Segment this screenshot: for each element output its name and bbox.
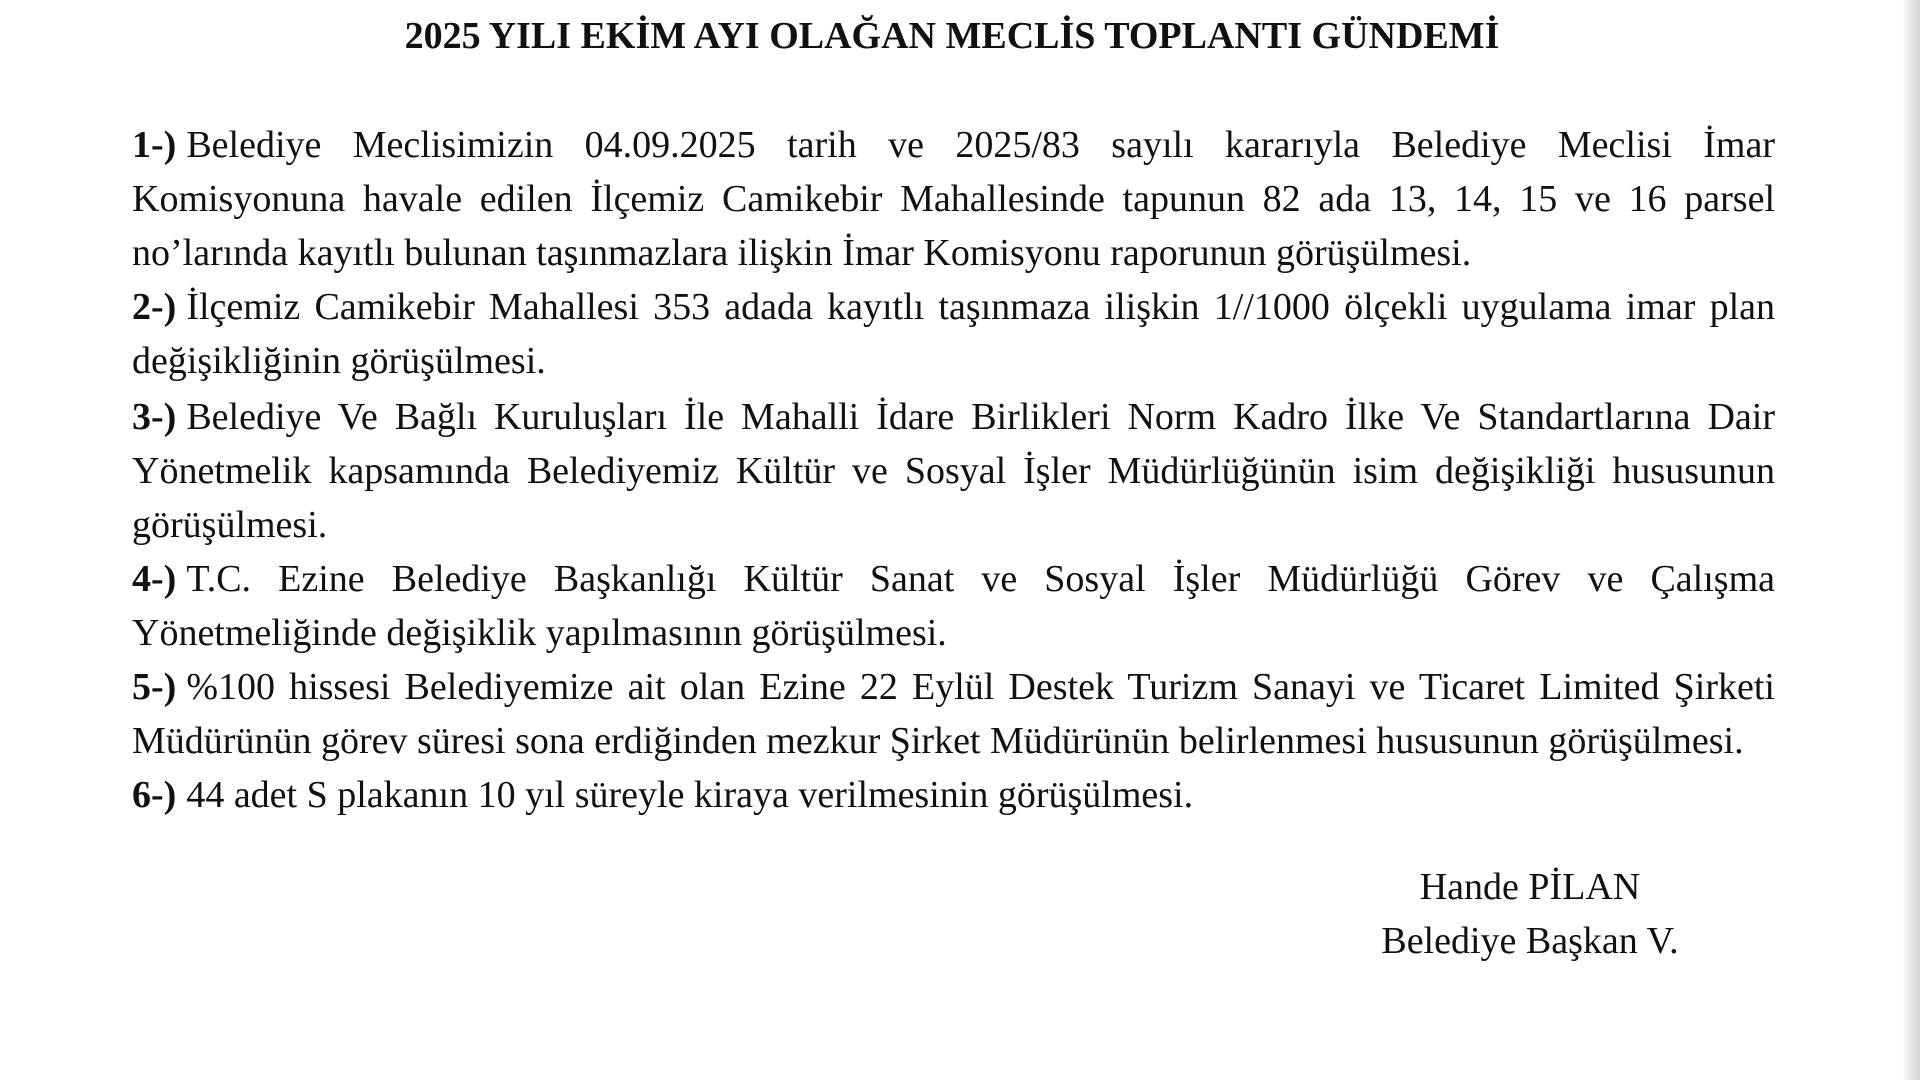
signatory-role: Belediye Başkan V.	[1381, 920, 1679, 962]
signature-block	[1330, 860, 1730, 968]
agenda-item-text: %100 hissesi Belediyemize ait olan Ezine 22 Eylül Destek Turizm Sanayi ve Ticaret Limited Şirketi Müdürünün görev süresi sona erdiğinden mezkur Şirket Müdürünün belirlenmesi hususunun görüşülmesi.	[132, 666, 1775, 762]
agenda-item-text: 44 adet S plakanın 10 yıl süreyle kiraya verilmesinin görüşülmesi.	[186, 774, 1194, 816]
agenda-item	[132, 280, 1775, 388]
agenda-item-number: 3-)	[132, 396, 177, 438]
agenda-item-text: Belediye Ve Bağlı Kuruluşları İle Mahalli İdare Birlikleri Norm Kadro İlke Ve Standartlarına Dair Yönetmelik kapsamında Belediyemiz Kültür ve Sosyal İşler Müdürlüğünün isim değişikliği hususunun görüşülmesi.	[132, 396, 1775, 546]
agenda-item-number: 5-)	[132, 666, 177, 708]
agenda-item-number: 1-)	[132, 124, 177, 166]
agenda-item	[132, 768, 1775, 822]
page-edge-shadow	[1902, 0, 1920, 1080]
agenda-list	[132, 118, 1775, 822]
signatory-name: Hande PİLAN	[1419, 866, 1641, 908]
agenda-item-text: Belediye Meclisimizin 04.09.2025 tarih ve 2025/83 sayılı kararıyla Belediye Meclisi İmar Komisyonuna havale edilen İlçemiz Camikebir Mahallesinde tapunun 82 ada 13, 14, 15 ve 16 parsel no’larında kayıtlı bulunan taşınmazlara ilişkin İmar Komisyonu raporunun görüşülmesi.	[132, 124, 1775, 274]
agenda-item	[132, 390, 1775, 552]
agenda-item-text: İlçemiz Camikebir Mahallesi 353 adada kayıtlı taşınmaza ilişkin 1//1000 ölçekli uygulama imar plan değişikliğinin görüşülmesi.	[132, 286, 1775, 382]
agenda-item-number: 6-)	[132, 774, 177, 816]
agenda-item	[132, 118, 1775, 280]
agenda-item	[132, 552, 1775, 660]
agenda-item-text: T.C. Ezine Belediye Başkanlığı Kültür Sanat ve Sosyal İşler Müdürlüğü Görev ve Çalışma Yönetmeliğinde değişiklik yapılmasının görüşülmesi.	[132, 558, 1775, 654]
agenda-item-number: 4-)	[132, 558, 177, 600]
agenda-item-number: 2-)	[132, 286, 177, 328]
agenda-item	[132, 660, 1775, 768]
document-title: 2025 YILI EKİM AYI OLAĞAN MECLİS TOPLANTI GÜNDEMİ	[404, 15, 1500, 57]
